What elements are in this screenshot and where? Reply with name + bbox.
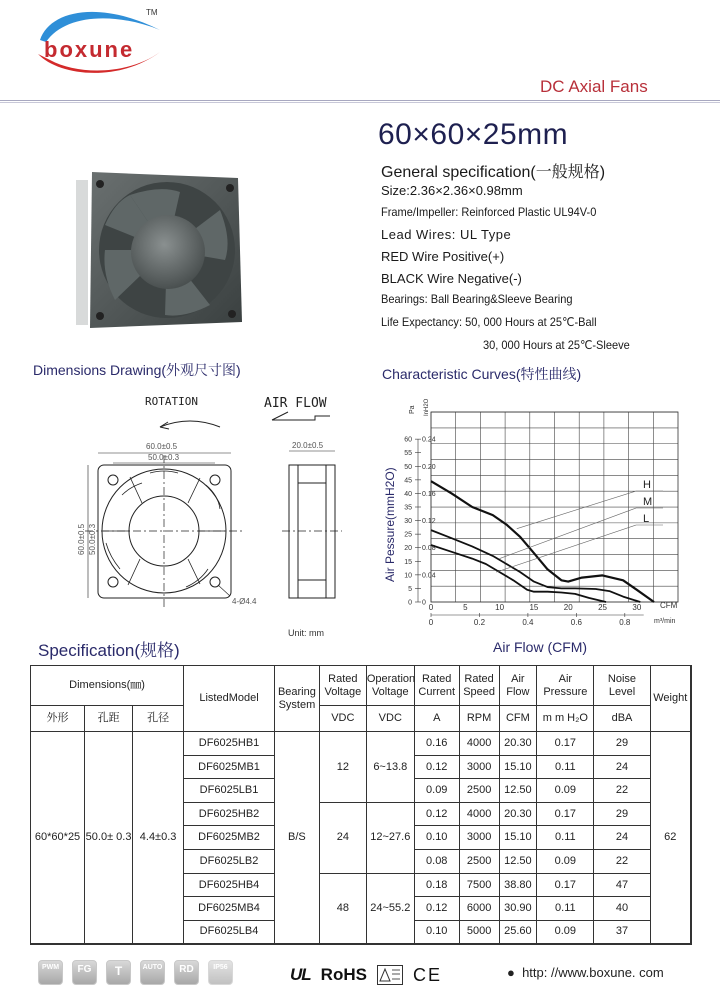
dim-height-inner: 50.0±0.3 (88, 523, 97, 555)
fan-photo (70, 150, 250, 340)
y2-tick-label: 0.16 (422, 490, 436, 498)
subheader-outline: 外形 (31, 706, 85, 732)
cell-model: DF6025LB2 (184, 849, 275, 873)
cell-speed: 7500 (459, 873, 499, 897)
fg-badge-icon: FG (72, 960, 97, 985)
x2-tick-label: 0 (428, 618, 434, 627)
header-air-flow: Air Flow (499, 666, 537, 706)
cell-model: DF6025LB4 (184, 920, 275, 944)
cell-flow: 20.30 (499, 802, 537, 826)
general-spec-heading: General specification(一般规格) (381, 164, 606, 181)
dimensions-drawing-heading: Dimensions Drawing(外观尺寸图) (33, 362, 241, 378)
cell-model: DF6025MB4 (184, 897, 275, 921)
spec-bearings: Bearings: Ball Bearing&Sleeve Bearing (381, 292, 573, 306)
legend-label-m: M (643, 496, 653, 508)
cell-flow: 25.60 (499, 920, 537, 944)
header-rated-voltage: Rated Voltage (319, 666, 366, 706)
y-right-unit: InH2O (424, 398, 430, 416)
x-tick-label: 5 (463, 603, 468, 612)
characteristic-curves-chart (378, 392, 698, 632)
ip56-badge-icon: IP56 (208, 960, 233, 985)
cell-bearing: B/S (274, 732, 319, 944)
subheader-hole-pitch: 孔距 (85, 706, 133, 732)
x-unit: CFM (660, 601, 678, 610)
website-link[interactable] (507, 965, 664, 980)
cell-current: 0.09 (414, 779, 459, 803)
bullet-icon: ● (507, 965, 523, 980)
y-tick-label: 0 (408, 599, 412, 607)
cell-speed: 4000 (459, 802, 499, 826)
cell-current: 0.10 (414, 826, 459, 850)
y2-tick-label: 0.08 (422, 545, 436, 553)
cell-pressure: 0.11 (537, 897, 594, 921)
thermal-badge-icon: T (106, 960, 131, 985)
cell-pressure: 0.11 (537, 755, 594, 779)
y2-tick-label: 0 (422, 599, 426, 607)
cell-hole-pitch: 50.0± 0.3 (85, 732, 133, 944)
subheader-hole-dia: 孔径 (133, 706, 184, 732)
y2-tick-label: 0.12 (422, 518, 436, 526)
header-divider (0, 100, 720, 103)
legend-arrow (496, 525, 636, 572)
cell-current: 0.12 (414, 897, 459, 921)
tuv-mark-icon (377, 965, 403, 985)
cell-pressure: 0.09 (537, 920, 594, 944)
cell-pressure: 0.11 (537, 826, 594, 850)
cell-operation-voltage: 6~13.8 (366, 732, 414, 803)
unit-label: Unit: mm (288, 628, 324, 638)
cell-speed: 3000 (459, 826, 499, 850)
ce-mark-icon: CE (412, 964, 442, 985)
cell-pressure: 0.17 (537, 873, 594, 897)
header-rated-current: Rated Current (414, 666, 459, 706)
header-dimensions: Dimensions(㎜) (31, 666, 184, 706)
y-tick-label: 15 (404, 558, 412, 566)
specification-table (30, 665, 692, 945)
rd-badge-icon: RD (174, 960, 199, 985)
subheader-flow-unit: CFM (499, 706, 537, 732)
spec-black-wire: BLACK Wire Negative(-) (381, 271, 522, 286)
cell-model: DF6025MB1 (184, 755, 275, 779)
cell-noise: 40 (594, 897, 650, 921)
subheader-current-unit: A (414, 706, 459, 732)
ul-mark-icon: UL (290, 965, 311, 984)
cell-current: 0.18 (414, 873, 459, 897)
cell-flow: 12.50 (499, 779, 537, 803)
legend-label-h: H (643, 479, 651, 491)
x-tick-label: 15 (529, 603, 539, 612)
spec-life-sleeve: 30, 000 Hours at 25℃-Sleeve (483, 338, 630, 352)
x2-unit: m³/min (654, 618, 676, 625)
y-tick-label: 50 (404, 463, 412, 471)
y-tick-label: 25 (404, 531, 412, 539)
cell-pressure: 0.17 (537, 802, 594, 826)
certifications (290, 962, 442, 988)
x-tick-label: 25 (598, 603, 607, 612)
cell-rated-voltage: 12 (319, 732, 366, 803)
x2-tick-label: 0.2 (473, 618, 486, 627)
auto-badge-icon: AUTO (140, 960, 165, 985)
cell-noise: 37 (594, 920, 650, 944)
legend-label-l: L (643, 513, 650, 525)
cell-pressure: 0.17 (537, 732, 594, 756)
cell-speed: 4000 (459, 732, 499, 756)
cell-current: 0.12 (414, 802, 459, 826)
spec-lead-wires: Lead Wires: UL Type (381, 227, 512, 242)
header-noise-level: Noise Level (594, 666, 650, 706)
y-left-unit: Pa (409, 405, 416, 414)
dim-height-outer: 60.0±0.5 (77, 523, 86, 555)
legend-arrow (500, 508, 636, 559)
y-tick-label: 40 (404, 490, 412, 498)
header-weight: Weight (650, 666, 691, 732)
cell-noise: 22 (594, 849, 650, 873)
x-tick-label: 10 (495, 603, 505, 612)
y2-tick-label: 0.20 (422, 463, 436, 471)
pwm-badge-icon: PWM (38, 960, 63, 985)
y-tick-label: 5 (408, 585, 412, 593)
x-tick-label: 30 (632, 603, 642, 612)
cell-model: DF6025HB1 (184, 732, 275, 756)
y-tick-label: 35 (404, 504, 412, 512)
cell-current: 0.08 (414, 849, 459, 873)
cell-rated-voltage: 48 (319, 873, 366, 944)
dim-depth: 20.0±0.5 (292, 441, 324, 450)
airflow-label: AIR FLOW (264, 396, 327, 411)
header-bearing-system: Bearing System (274, 666, 319, 732)
rohs-mark-icon: RoHS (320, 965, 367, 984)
cell-flow: 15.10 (499, 755, 537, 779)
spec-size: Size:2.36×2.36×0.98mm (381, 183, 523, 198)
chart-title: Characteristic Curves(特性曲线) (382, 366, 582, 382)
cell-model: DF6025HB2 (184, 802, 275, 826)
cell-operation-voltage: 24~55.2 (366, 873, 414, 944)
cell-current: 0.16 (414, 732, 459, 756)
cell-flow: 12.50 (499, 849, 537, 873)
subheader-pressure-unit: m m H₂O (537, 706, 594, 732)
subheader-operation-voltage-unit: VDC (366, 706, 414, 732)
header-listed-model: ListedModel (184, 666, 275, 732)
cell-noise: 24 (594, 826, 650, 850)
spec-life-ball: Life Expectancy: 50, 000 Hours at 25℃-Ball (381, 315, 597, 329)
x-axis-label: Air Flow (CFM) (493, 639, 588, 655)
y-axis-label: Air Pessure(mmH2O) (383, 467, 397, 582)
subheader-noise-unit: dBA (594, 706, 650, 732)
cell-weight: 62 (650, 732, 691, 944)
spec-table-heading: Specification(规格) (38, 641, 180, 660)
dim-width-inner: 50.0±0.3 (148, 453, 180, 462)
table-row (31, 732, 692, 756)
cell-speed: 3000 (459, 755, 499, 779)
subheader-rated-voltage-unit: VDC (319, 706, 366, 732)
cell-model: DF6025HB4 (184, 873, 275, 897)
cell-current: 0.10 (414, 920, 459, 944)
header-operation-voltage: Operation Voltage (366, 666, 414, 706)
dim-width-outer: 60.0±0.5 (146, 442, 178, 451)
trademark-mark: TM (146, 8, 158, 17)
x2-tick-label: 0.4 (522, 618, 534, 627)
y-tick-label: 60 (404, 436, 412, 444)
cell-noise: 24 (594, 755, 650, 779)
cell-flow: 30.90 (499, 897, 537, 921)
cell-noise: 47 (594, 873, 650, 897)
cell-model: DF6025LB1 (184, 779, 275, 803)
x2-tick-label: 0.6 (570, 618, 582, 627)
y-tick-label: 10 (404, 572, 412, 580)
header-rated-speed: Rated Speed (459, 666, 499, 706)
cell-noise: 29 (594, 732, 650, 756)
cell-pressure: 0.09 (537, 849, 594, 873)
x-tick-label: 20 (563, 603, 573, 612)
cell-speed: 6000 (459, 897, 499, 921)
cell-noise: 22 (594, 779, 650, 803)
y-tick-label: 55 (404, 450, 412, 458)
cell-noise: 29 (594, 802, 650, 826)
y2-tick-label: 0.04 (422, 572, 436, 580)
svg-text:boxune: boxune (44, 37, 135, 62)
x-tick-label: 0 (428, 603, 434, 612)
cell-flow: 15.10 (499, 826, 537, 850)
cell-rated-voltage: 24 (319, 802, 366, 873)
product-title: 60×60×25mm (378, 118, 569, 151)
dimensions-drawing (60, 385, 360, 625)
feature-badges (38, 960, 233, 990)
cell-hole-dia: 4.4±0.3 (133, 732, 184, 944)
y-tick-label: 30 (404, 518, 412, 526)
cell-current: 0.12 (414, 755, 459, 779)
hole-label: 4-Ø4.4 (232, 597, 257, 606)
website-url: http: //www.boxune. com (522, 965, 664, 980)
cell-flow: 38.80 (499, 873, 537, 897)
spec-frame: Frame/Impeller: Reinforced Plastic UL94V-0 (381, 205, 597, 219)
cell-flow: 20.30 (499, 732, 537, 756)
rotation-label: ROTATION (145, 395, 198, 408)
curve-h (431, 481, 654, 602)
y-tick-label: 45 (404, 477, 412, 485)
cell-pressure: 0.09 (537, 779, 594, 803)
cell-speed: 2500 (459, 779, 499, 803)
curve-l (431, 545, 606, 602)
y-tick-label: 20 (404, 545, 412, 553)
cell-model: DF6025MB2 (184, 826, 275, 850)
product-line-label: DC Axial Fans (540, 77, 648, 96)
cell-outline: 60*60*25 (31, 732, 85, 944)
cell-operation-voltage: 12~27.6 (366, 802, 414, 873)
header-air-pressure: Air Pressure (537, 666, 594, 706)
cell-speed: 5000 (459, 920, 499, 944)
subheader-speed-unit: RPM (459, 706, 499, 732)
y2-tick-label: 0.24 (422, 436, 436, 444)
cell-speed: 2500 (459, 849, 499, 873)
spec-red-wire: RED Wire Positive(+) (381, 249, 505, 264)
x2-tick-label: 0.8 (619, 618, 631, 627)
